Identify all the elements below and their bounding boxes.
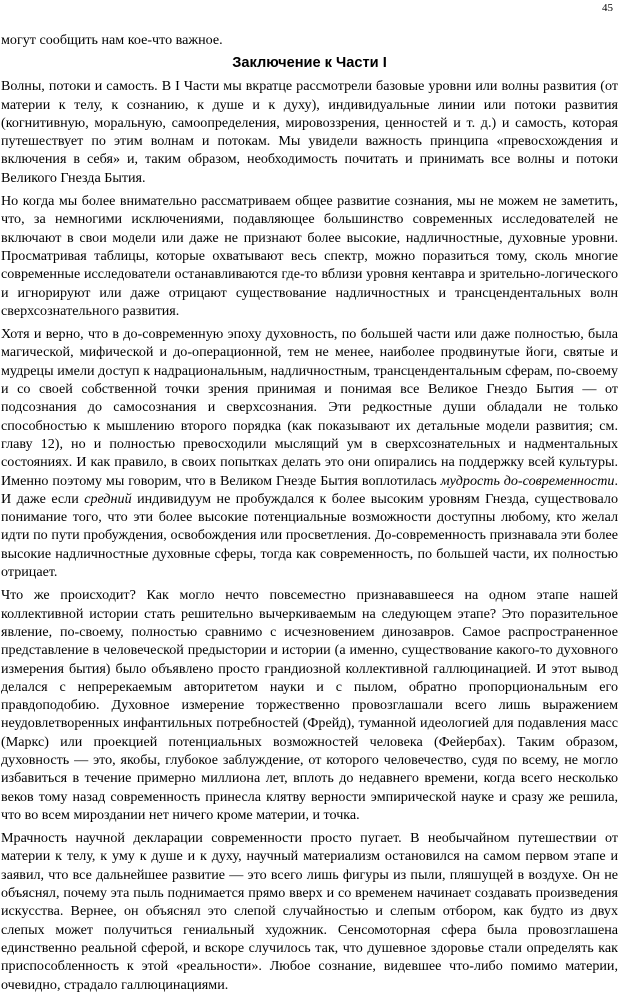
paragraph-4: Что же происходит? Как могло нечто повсеместно признававшееся на одном этапе нашей коллективной истории стать решительно вычеркиваемым на следующем этапе? Это поразительное явление, по-своему, полностью сравнимо с исчезновением динозавров. Самое распространенное представление в человеческой предыстории и истории (а именно, существование какого-то духовного измерения бытия) было объявлено просто грандиозной коллективной галлюцинацией. И этот вывод делался с непререкаемым авторитетом науки и с пылом, обратно пропорциональным его правдоподобию. Духовное измерение торжественно провозглашали всего лишь выражением неудовлетворенных инфантильных потребностей (Фрейд), туманной идеологией для подавления масс (Маркс) или проекцией потенциальных возможностей человека (Фейербах). Таким образом, духовность — это, якобы, глубокое заблуждение, от которого человечество, судя по всему, не могло избавиться в течение примерно миллиона лет, вплоть до недавнего времени, когда всего несколько веков тому назад современность принесла клятву верности эмпирической науке и сразу же решила, что во всем мироздании нет ничего кроме материи, и точка. <box>1 587 618 823</box>
italic-word-average: средний <box>84 490 132 507</box>
paragraph-3-text-b: . И даже если <box>1 472 618 507</box>
paragraph-5: Мрачность научной декларации современности просто пугает. В необычайном путешествии от материи к телу, к уму к душе и к духу, научный материализм остановился на самом первом этапе и заявил, что все дальнейшее развитие — это всего лишь фигуры из пыли, пляшущей в воздухе. Он не объяснял, почему эта пыль поднимается прямо вверх и со временем начинает создавать произведения искусства. Вернее, он объяснял это слепой случайностью и слепым отбором, как будто из двух слепых может получиться гениальный художник. Сенсомоторная сфера была провозглашена единственно реальной сферой, и вскоре случилось так, что душевное здоровье стали определять как приспособленность к этой «реальности». Любое сознание, видевшее что-либо помимо материи, очевидно, страдало галлюцинациями. <box>1 830 618 993</box>
paragraph-3 <box>1 325 618 581</box>
page-content <box>1 31 618 999</box>
section-heading: Заключение к Части I <box>232 55 387 72</box>
paragraph-3-text-a: Хотя и верно, что в до-современную эпоху духовность, по большей части или даже полностью, была магической, мифической и до-операционной, тем не менее, наиболее продвинутые йоги, святые и мудрецы имели доступ к надрациональным, надличностным, трансцендентальным сферам, по-своему и со своей собственной точки зрения принимая и понимая все Великое Гнездо Бытия — от подсознания до самосознания и сверхсознания. Эти редкостные души обладали не только способностью к мышлению второго порядка (как показывают их детальные модели развития; см. главу 12), но и полностью превосходили мыслящий ум в сверхсознательных и надментальных состояниях. И как правило, в своих попытках делать это они опирались на поддержку всей культуры. Именно поэтому мы говорим, что в Великом Гнезде Бытия воплотилась <box>1 326 618 489</box>
paragraph-3-text-c: индивидуум не пробуждался к более высоким уровням Гнезда, существовало понимание того, что эти более высокие потенциальные возможности доступны любому, кто желал идти по пути пробуждения, освобождения или просветления. До-современность признавала эти более высокие надличностные духовные сферы, тогда как современность, по большей части, их полностью отрицает. <box>1 490 618 581</box>
intro-line: могут сообщить нам кое-что важное. <box>1 32 223 48</box>
italic-phrase-wisdom: мудрость до-современности <box>440 472 615 489</box>
paragraph-2: Но когда мы более внимательно рассматриваем общее развитие сознания, мы не можем не заметить, что, за немногими исключениями, подавляющее большинство современных исследователей не включают в свои модели или даже не признают более высокие, надличностные, духовные уровни. Просматривая таблицы, которые охватывают весь спектр, можно поразиться тому, сколь многие современные исследователи останавливаются где-то вблизи уровня кентавра и зрительно-логического и игнорируют или даже отрицают существование надличностных и трансцендентальных волн сверхсознательного развития. <box>1 193 618 319</box>
page-number: 45 <box>602 2 613 14</box>
paragraph-1: Волны, потоки и самость. В I Части мы вкратце рассмотрели базовые уровни или волны развития (от материи к телу, к сознанию, к душе и к духу), индивидуальные линии или потоки развития (когнитивную, моральную, самоопределения, мировоззрения, ценностей и т. д.) и самость, которая путешествует по этим волнам и потокам. Мы увидели важность принципа «превосхождения и включения в себя» и, таким образом, необходимость почитать и принимать все волны и потоки Великого Гнезда Бытия. <box>1 78 618 186</box>
